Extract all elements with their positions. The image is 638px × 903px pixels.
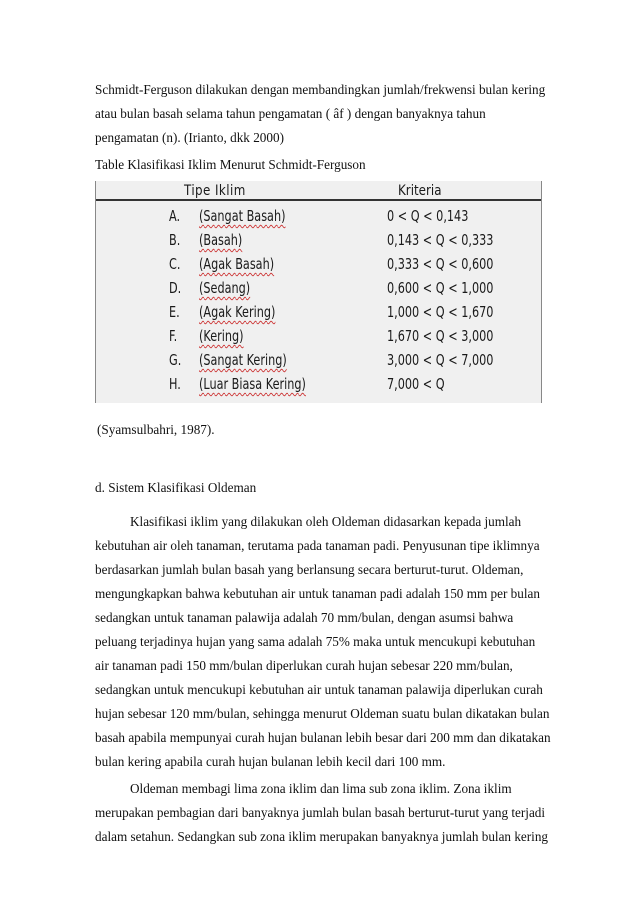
row-climate-name: (Basah) — [199, 231, 243, 249]
row-criteria: 0,143 < Q < 0,333 — [387, 231, 494, 249]
intro-line-1: Schmidt-Ferguson dilakukan dengan membandingkan jumlah/frekwensi bulan kering — [95, 82, 546, 97]
header-criteria: Kriteria — [398, 183, 442, 199]
paragraph-1-line: bulan kering apabila curah hujan bulanan lebih kecil dari 100 mm. — [95, 754, 446, 769]
row-climate-name: (Agak Kering) — [199, 303, 276, 321]
row-letter: E. — [169, 303, 180, 321]
paragraph-1-line: berdasarkan jumlah bulan basah yang berlansung secara berturut-turut. Oldeman, — [95, 562, 524, 577]
paragraph-1-line: sedangkan untuk tanaman palawija adalah 70 mm/bulan, dengan asumsi bahwa — [95, 610, 514, 625]
table-row — [96, 349, 541, 373]
table-header — [96, 181, 541, 201]
paragraph-1-line: Klasifikasi iklim yang dilakukan oleh Oldeman didasarkan kepada jumlah — [130, 514, 522, 529]
row-letter: G. — [169, 351, 182, 369]
paragraph-1-line: basah apabila mempunyai curah hujan bulanan lebih besar dari 200 mm dan dikatakan — [95, 730, 551, 745]
row-letter: B. — [169, 231, 181, 249]
row-criteria: 0,333 < Q < 0,600 — [387, 255, 494, 273]
paragraph-1-line: peluang terjadinya hujan yang sama adalah 75% maka untuk mencukupi kebutuhan — [95, 634, 536, 649]
table-row — [96, 253, 541, 277]
row-criteria: 7,000 < Q — [387, 375, 445, 393]
paragraph-1-line: hujan sebesar 120 mm/bulan, sehingga menurut Oldeman suatu bulan dikatakan bulan — [95, 706, 550, 721]
row-letter: A. — [169, 207, 181, 225]
paragraph-1-line: sedangkan untuk mencukupi kebutuhan air untuk tanaman palawija diperlukan curah — [95, 682, 543, 697]
row-letter: D. — [169, 279, 182, 297]
row-climate-name: (Luar Biasa Kering) — [199, 375, 306, 393]
row-climate-name: (Agak Basah) — [199, 255, 275, 273]
row-criteria: 0 < Q < 0,143 — [387, 207, 469, 225]
paragraph-2-line: dalam setahun. Sedangkan sub zona iklim merupakan banyaknya jumlah bulan kering — [95, 829, 549, 844]
paragraph-1-line: mengungkapkan bahwa kebutuhan air untuk tanaman padi adalah 150 mm per bulan — [95, 586, 540, 601]
table-row — [96, 325, 541, 349]
row-climate-name: (Sangat Basah) — [199, 207, 286, 225]
row-criteria: 1,000 < Q < 1,670 — [387, 303, 494, 321]
paragraph-1-line: kebutuhan air oleh tanaman, terutama pada tanaman padi. Penyusunan tipe iklimnya — [95, 538, 540, 553]
row-climate-name: (Sedang) — [199, 279, 251, 297]
table-row — [96, 205, 541, 229]
climate-classification-table — [95, 181, 542, 403]
table-row — [96, 229, 541, 253]
table-row — [96, 373, 541, 397]
section-heading: d. Sistem Klasifikasi Oldeman — [95, 480, 257, 495]
table-row — [96, 277, 541, 301]
table-row — [96, 301, 541, 325]
row-criteria: 1,670 < Q < 3,000 — [387, 327, 494, 345]
row-letter: F. — [169, 327, 178, 345]
header-climate-type: Tipe Iklim — [184, 183, 246, 199]
intro-line-3: pengamatan (n). (Irianto, dkk 2000) — [95, 130, 284, 145]
row-climate-name: (Kering) — [199, 327, 244, 345]
row-letter: C. — [169, 255, 181, 273]
row-letter: H. — [169, 375, 181, 393]
paragraph-2-line: merupakan pembagian dari banyaknya jumlah bulan basah berturut-turut yang terjadi — [95, 805, 546, 820]
intro-line-2: atau bulan basah selama tahun pengamatan ( âf ) dengan banyaknya tahun — [95, 106, 486, 121]
header-divider — [96, 199, 541, 201]
paragraph-2-line: Oldeman membagi lima zona iklim dan lima sub zona iklim. Zona iklim — [130, 781, 512, 796]
row-criteria: 0,600 < Q < 1,000 — [387, 279, 494, 297]
table-source: (Syamsulbahri, 1987). — [97, 422, 215, 437]
row-climate-name: (Sangat Kering) — [199, 351, 287, 369]
row-criteria: 3,000 < Q < 7,000 — [387, 351, 494, 369]
paragraph-1-line: air tanaman padi 150 mm/bulan diperlukan curah hujan sebesar 220 mm/bulan, — [95, 658, 513, 673]
table-caption: Table Klasifikasi Iklim Menurut Schmidt-Ferguson — [95, 157, 366, 172]
